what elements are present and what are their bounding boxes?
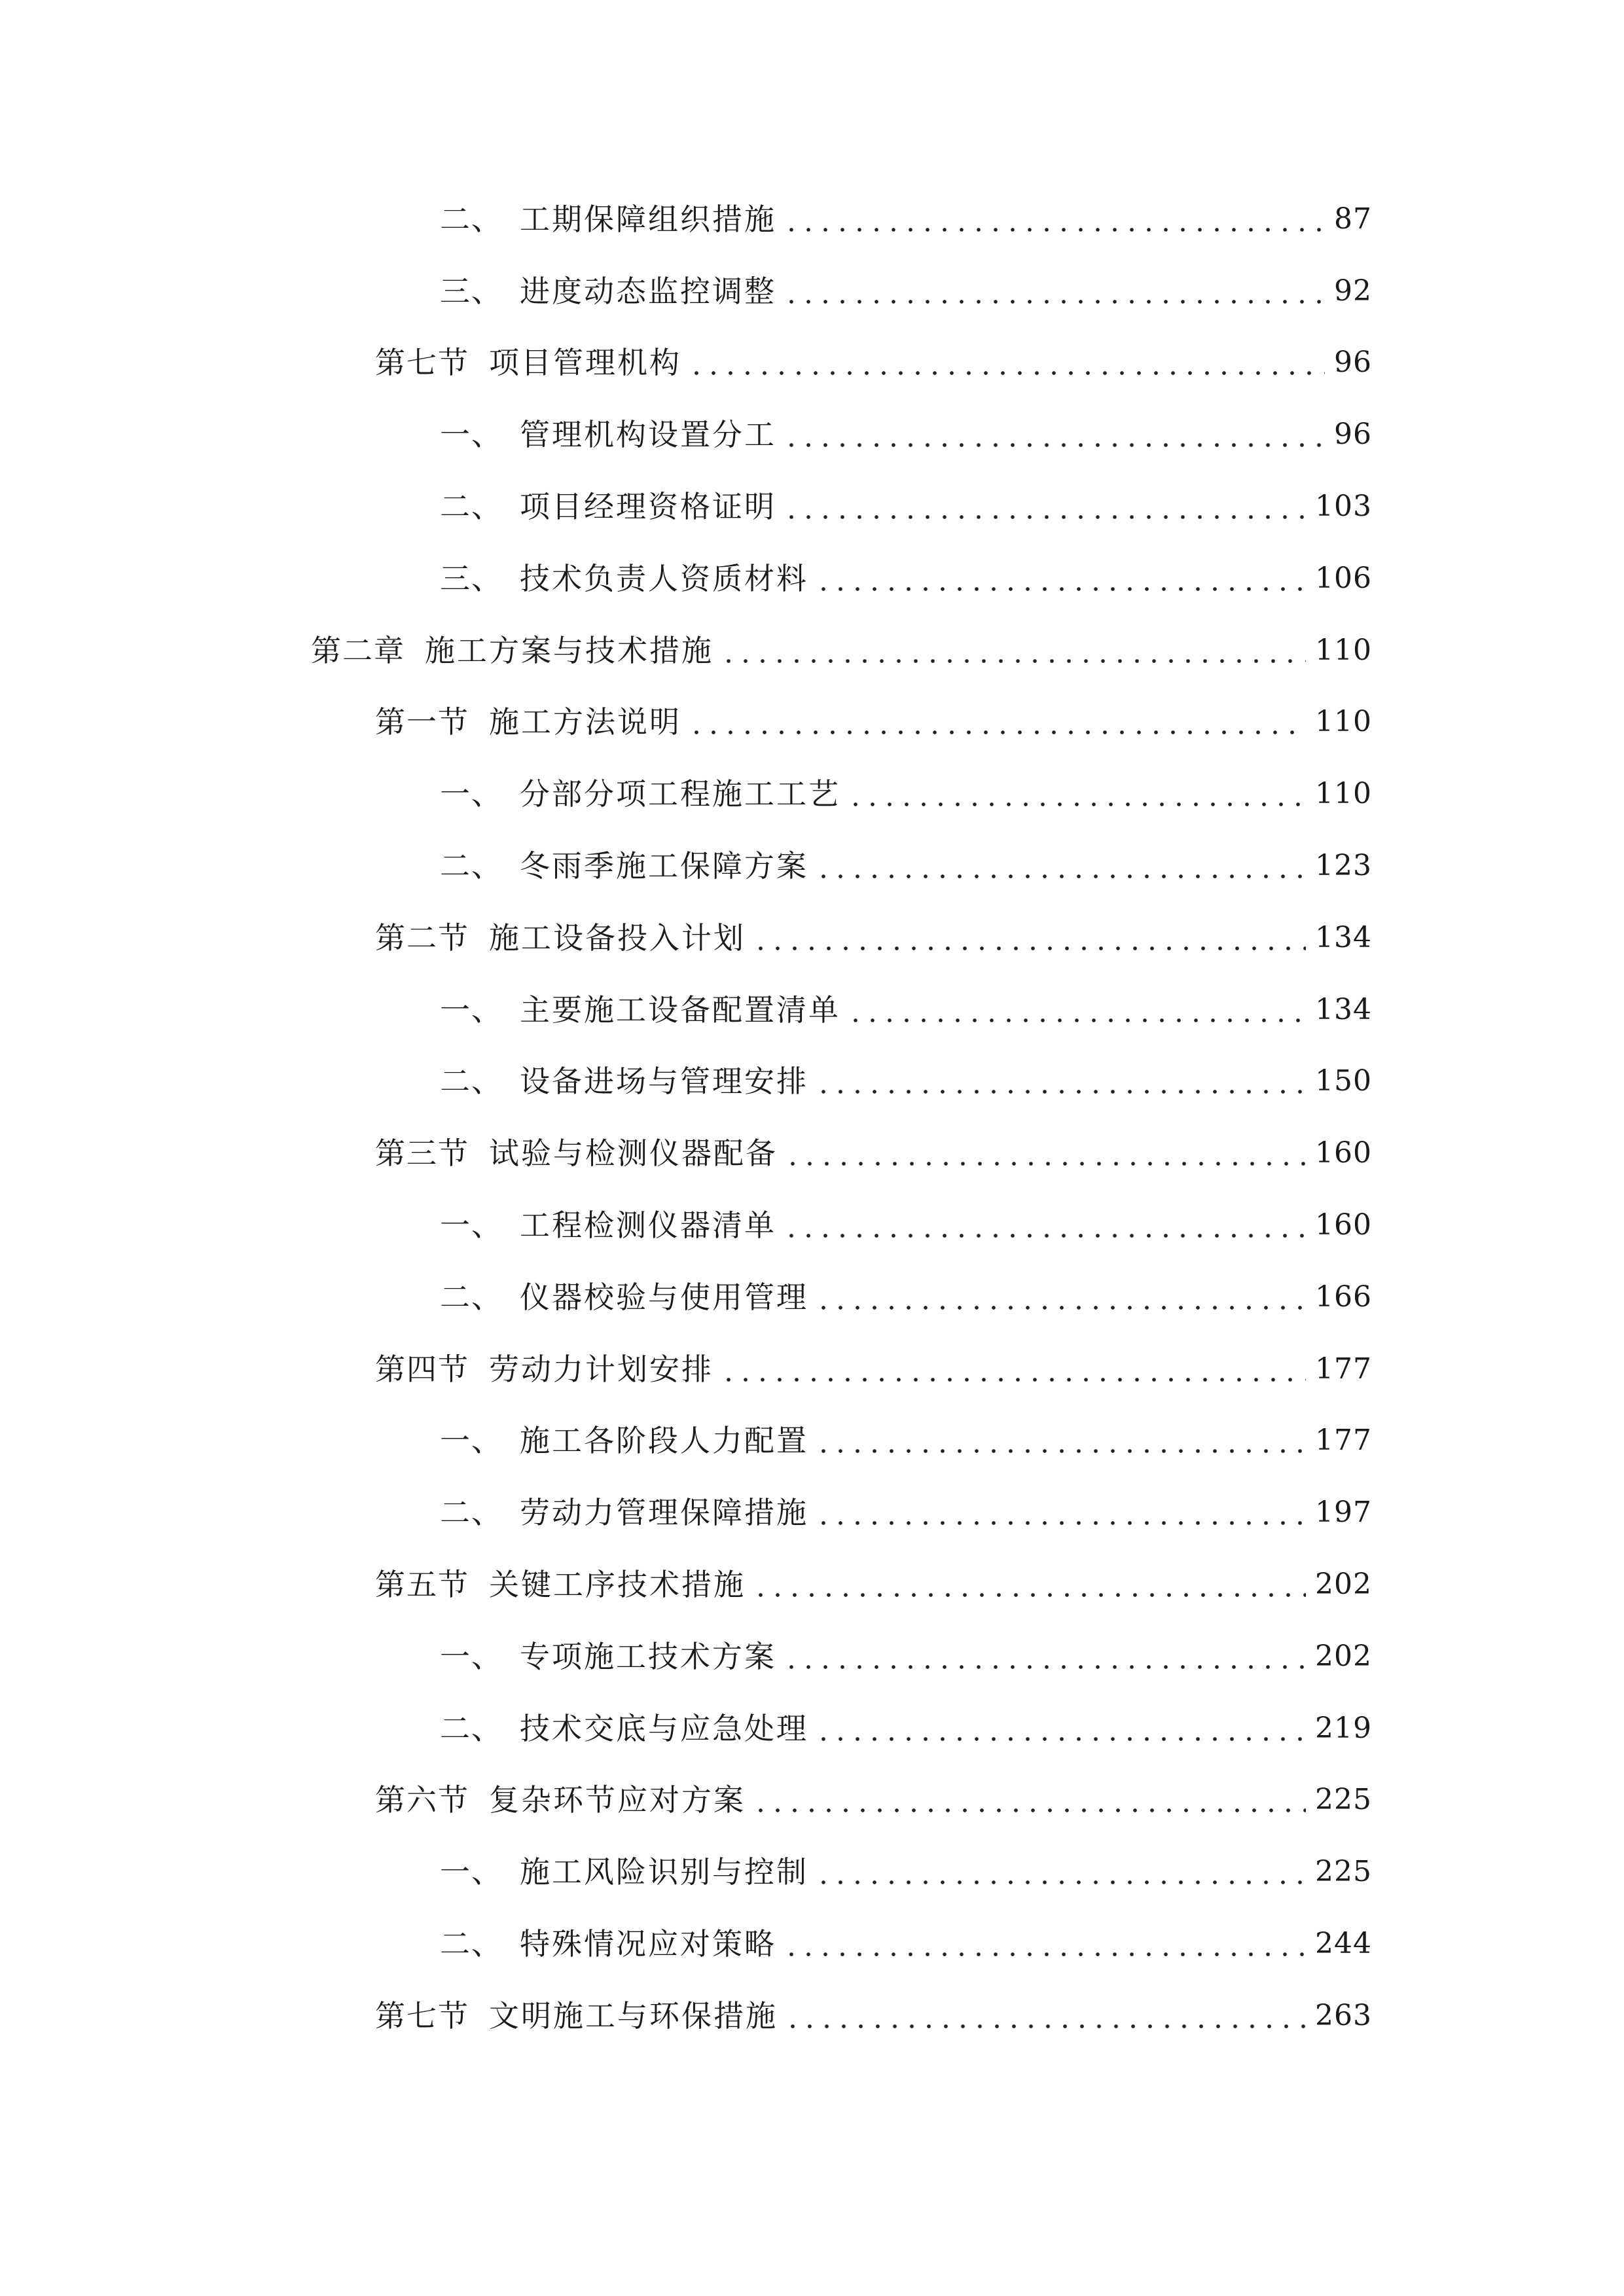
toc-entry-title: 劳动力管理保障措施 xyxy=(520,1495,808,1531)
toc-entry-title: 技术交底与应急处理 xyxy=(520,1710,808,1746)
toc-entry-page: 202 xyxy=(1315,1568,1372,1602)
toc-entry-number: 二、 xyxy=(440,1926,503,1962)
toc-dot-leader xyxy=(783,276,1325,306)
toc-entry-title: 项目管理机构 xyxy=(489,345,681,381)
toc-entry[interactable] xyxy=(0,1980,1624,2052)
toc-entry[interactable] xyxy=(0,1621,1624,1693)
toc-dot-leader xyxy=(720,1354,1306,1384)
toc-dot-leader xyxy=(847,995,1306,1025)
toc-entry[interactable] xyxy=(0,471,1624,543)
toc-entry-number: 一、 xyxy=(440,776,503,812)
toc-entry[interactable] xyxy=(0,1477,1624,1549)
toc-entry[interactable] xyxy=(0,255,1624,327)
toc-entry-number: 一、 xyxy=(440,992,503,1028)
toc-dot-leader xyxy=(784,1138,1306,1168)
toc-entry-number: 三、 xyxy=(440,273,503,309)
table-of-contents xyxy=(0,183,1624,2052)
toc-entry-page: 219 xyxy=(1315,1711,1372,1745)
toc-entry-title: 工期保障组织措施 xyxy=(520,201,776,237)
toc-entry-number: 二、 xyxy=(440,1279,503,1315)
toc-entry-page: 177 xyxy=(1315,1424,1372,1458)
toc-entry-title: 关键工序技术措施 xyxy=(489,1567,746,1603)
toc-entry-number: 第七节 xyxy=(375,1998,469,2034)
toc-entry-number: 三、 xyxy=(440,560,503,596)
toc-entry-page: 134 xyxy=(1315,992,1372,1026)
toc-dot-leader xyxy=(815,1282,1306,1312)
toc-entry-number: 二、 xyxy=(440,848,503,884)
toc-entry[interactable] xyxy=(0,1189,1624,1261)
toc-entry-page: 96 xyxy=(1334,418,1372,452)
toc-entry-title: 施工各阶段人力配置 xyxy=(520,1423,808,1459)
toc-entry-title: 施工方案与技术措施 xyxy=(425,632,713,668)
toc-entry-page: 110 xyxy=(1315,777,1372,811)
toc-entry-page: 166 xyxy=(1315,1280,1372,1314)
toc-entry[interactable] xyxy=(0,758,1624,830)
toc-entry-number: 第二章 xyxy=(311,632,405,668)
toc-entry-page: 87 xyxy=(1334,202,1372,236)
toc-dot-leader xyxy=(815,1426,1306,1456)
toc-entry-title: 施工设备投入计划 xyxy=(489,920,746,956)
toc-entry-title: 试验与检测仪器配备 xyxy=(489,1136,778,1172)
toc-entry-title: 施工风险识别与控制 xyxy=(520,1854,808,1890)
toc-entry-title: 进度动态监控调整 xyxy=(520,273,776,309)
toc-dot-leader xyxy=(815,1066,1306,1096)
toc-entry-number: 二、 xyxy=(440,1710,503,1746)
toc-entry-number: 二、 xyxy=(440,1064,503,1100)
toc-dot-leader xyxy=(815,1857,1306,1887)
toc-entry-page: 123 xyxy=(1315,849,1372,883)
toc-dot-leader xyxy=(815,564,1306,594)
toc-dot-leader xyxy=(783,1929,1306,1959)
toc-dot-leader xyxy=(783,420,1325,450)
toc-entry-number: 一、 xyxy=(440,1854,503,1890)
toc-dot-leader xyxy=(783,492,1306,522)
toc-entry-number: 第四节 xyxy=(375,1351,469,1387)
toc-entry-number: 第六节 xyxy=(375,1782,469,1818)
toc-entry[interactable] xyxy=(0,183,1624,255)
toc-entry-number: 二、 xyxy=(440,201,503,237)
toc-dot-leader xyxy=(783,204,1325,234)
toc-entry-title: 施工方法说明 xyxy=(489,704,681,740)
toc-dot-leader xyxy=(752,923,1306,953)
toc-entry[interactable] xyxy=(0,543,1624,615)
toc-entry[interactable] xyxy=(0,1908,1624,1980)
toc-entry-title: 分部分项工程施工工艺 xyxy=(520,776,840,812)
toc-entry-page: 110 xyxy=(1315,705,1372,739)
toc-dot-leader xyxy=(688,707,1306,737)
toc-dot-leader xyxy=(688,348,1325,378)
toc-dot-leader xyxy=(783,1641,1306,1672)
toc-entry[interactable] xyxy=(0,615,1624,687)
toc-entry[interactable] xyxy=(0,1549,1624,1621)
toc-dot-leader xyxy=(720,636,1306,666)
toc-entry-title: 项目经理资格证明 xyxy=(520,489,776,525)
toc-dot-leader xyxy=(847,779,1306,809)
toc-entry-page: 96 xyxy=(1334,346,1372,380)
toc-entry-page: 110 xyxy=(1315,633,1372,667)
toc-entry-title: 工程检测仪器清单 xyxy=(520,1208,776,1244)
toc-entry-number: 一、 xyxy=(440,417,503,453)
toc-entry-number: 一、 xyxy=(440,1638,503,1674)
toc-entry-number: 一、 xyxy=(440,1208,503,1244)
toc-entry-title: 主要施工设备配置清单 xyxy=(520,992,840,1028)
toc-entry-title: 劳动力计划安排 xyxy=(489,1351,713,1387)
toc-entry-number: 第二节 xyxy=(375,920,469,956)
toc-entry-number: 二、 xyxy=(440,1495,503,1531)
toc-entry-page: 177 xyxy=(1315,1352,1372,1386)
toc-entry-page: 225 xyxy=(1315,1783,1372,1817)
toc-entry[interactable] xyxy=(0,1765,1624,1837)
toc-entry-page: 103 xyxy=(1315,490,1372,524)
toc-entry-number: 第七节 xyxy=(375,345,469,381)
toc-entry-number: 一、 xyxy=(440,1423,503,1459)
toc-entry[interactable] xyxy=(0,1405,1624,1477)
toc-entry[interactable] xyxy=(0,1046,1624,1118)
toc-entry-number: 第五节 xyxy=(375,1567,469,1603)
toc-entry-title: 管理机构设置分工 xyxy=(520,417,776,453)
toc-entry[interactable] xyxy=(0,687,1624,759)
toc-entry[interactable] xyxy=(0,1693,1624,1765)
toc-entry[interactable] xyxy=(0,1261,1624,1333)
toc-entry-number: 第三节 xyxy=(375,1136,469,1172)
toc-entry-title: 复杂环节应对方案 xyxy=(489,1782,746,1818)
toc-entry-page: 134 xyxy=(1315,920,1372,954)
toc-entry[interactable] xyxy=(0,902,1624,974)
toc-entry-title: 技术负责人资质材料 xyxy=(520,560,808,596)
toc-entry[interactable] xyxy=(0,399,1624,471)
toc-dot-leader xyxy=(783,1210,1306,1240)
toc-entry[interactable] xyxy=(0,327,1624,399)
toc-entry-page: 197 xyxy=(1315,1496,1372,1530)
toc-dot-leader xyxy=(784,2001,1306,2031)
toc-entry-page: 106 xyxy=(1315,561,1372,595)
toc-entry-page: 202 xyxy=(1315,1639,1372,1673)
toc-entry-page: 92 xyxy=(1334,274,1372,308)
toc-dot-leader xyxy=(752,1570,1306,1600)
toc-entry-number: 第一节 xyxy=(375,704,469,740)
toc-entry[interactable] xyxy=(0,830,1624,902)
toc-dot-leader xyxy=(815,1498,1306,1528)
toc-entry-page: 160 xyxy=(1315,1136,1372,1170)
toc-entry-page: 225 xyxy=(1315,1855,1372,1889)
toc-entry-page: 150 xyxy=(1315,1064,1372,1098)
toc-entry[interactable] xyxy=(0,1333,1624,1405)
toc-entry-title: 冬雨季施工保障方案 xyxy=(520,848,808,884)
toc-entry[interactable] xyxy=(0,974,1624,1046)
toc-dot-leader xyxy=(752,1785,1306,1815)
toc-entry-page: 160 xyxy=(1315,1208,1372,1242)
toc-entry-title: 文明施工与环保措施 xyxy=(489,1998,778,2034)
toc-entry-title: 设备进场与管理安排 xyxy=(520,1064,808,1100)
toc-entry-title: 仪器校验与使用管理 xyxy=(520,1279,808,1315)
toc-dot-leader xyxy=(815,1713,1306,1744)
toc-dot-leader xyxy=(815,851,1306,881)
toc-entry[interactable] xyxy=(0,1117,1624,1189)
toc-entry[interactable] xyxy=(0,1836,1624,1908)
toc-entry-number: 二、 xyxy=(440,489,503,525)
toc-entry-title: 特殊情况应对策略 xyxy=(520,1926,776,1962)
toc-entry-page: 263 xyxy=(1315,1998,1372,2032)
toc-entry-title: 专项施工技术方案 xyxy=(520,1638,776,1674)
toc-entry-page: 244 xyxy=(1315,1927,1372,1961)
